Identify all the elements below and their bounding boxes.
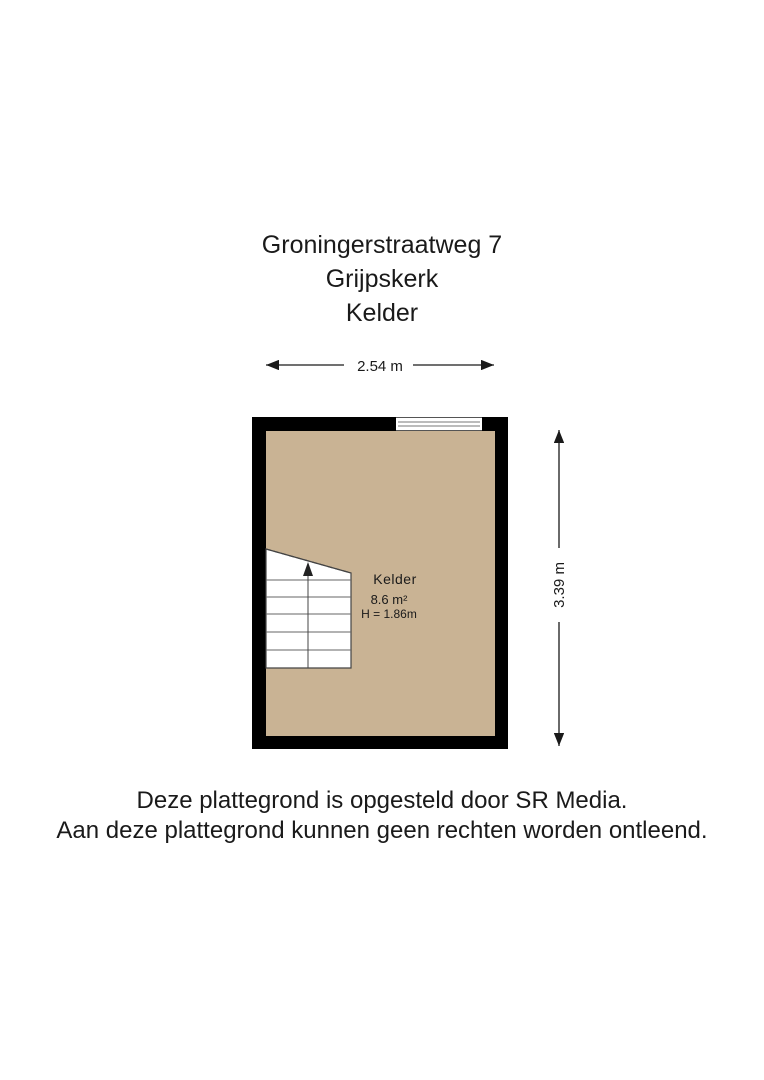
room-area: 8.6 m² — [370, 592, 408, 607]
window — [396, 417, 482, 431]
depth-dimension — [551, 430, 568, 746]
address-title: Groningerstraatweg 7 — [261, 231, 503, 259]
width-dimension — [266, 358, 494, 375]
window-frame — [396, 417, 482, 431]
floor-title: Kelder — [345, 299, 419, 327]
city-title: Grijpskerk — [325, 265, 439, 293]
depth-label: 3.39 m — [551, 562, 568, 608]
disclaimer — [0, 786, 764, 846]
disclaimer-line-2: Aan deze plattegrond kunnen geen rechten worden ontleend. — [56, 817, 708, 844]
room-height: H = 1.86m — [361, 607, 417, 621]
width-label: 2.54 m — [357, 358, 403, 375]
room-name: Kelder — [373, 571, 417, 587]
disclaimer-line-1: Deze plattegrond is opgesteld door SR Media. — [136, 787, 628, 814]
